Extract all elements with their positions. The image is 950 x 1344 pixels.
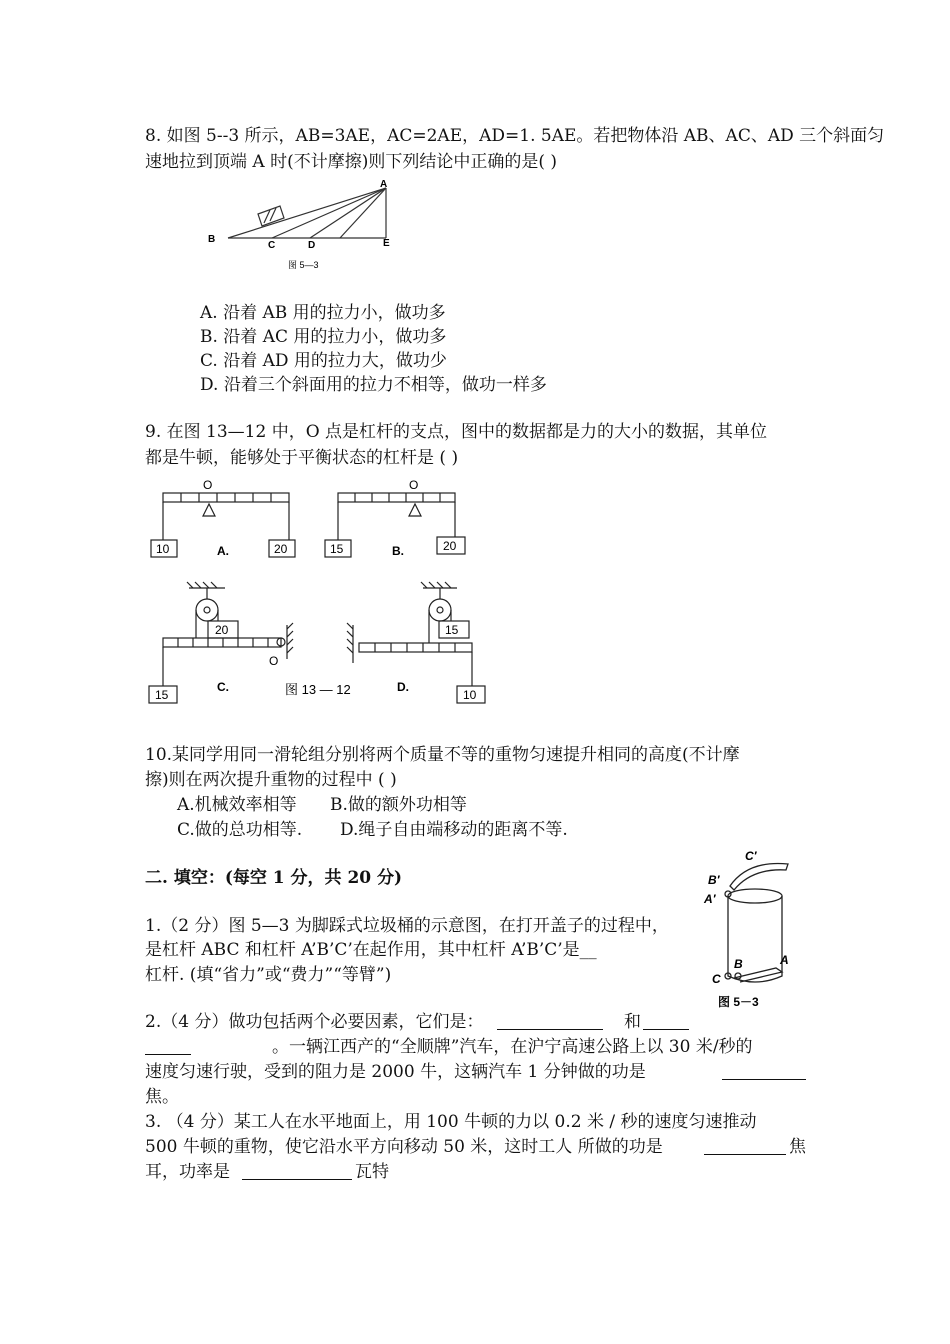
f2-text-line4: 焦。 xyxy=(145,1087,179,1107)
f3-blank-1[interactable] xyxy=(704,1154,786,1155)
f1-text-line3: 杠杆. (填“省力”或“费力”“等臂”) xyxy=(145,965,392,985)
lever-a-left-weight: 10 xyxy=(156,542,170,556)
lever-a-label: A. xyxy=(217,544,229,558)
label-e: E xyxy=(383,238,390,249)
q8-text-line2: 速地拉到顶端 A 时(不计摩擦)则下列结论中正确的是( ) xyxy=(145,152,558,172)
lever-d-right-weight: 10 xyxy=(463,688,477,702)
f3-blank-2[interactable] xyxy=(242,1179,352,1180)
lever-figure-caption: 图 13 — 12 xyxy=(285,682,351,697)
trash-can-figure xyxy=(700,848,810,1013)
q8-option-c: C. 沿着 AD 用的拉力大，做功少 xyxy=(200,351,447,371)
f3-text-line1: 3. （4 分）某工人在水平地面上，用 100 牛顿的力以 0.2 米 / 秒的速度匀速推动 xyxy=(145,1112,757,1132)
q10-option-a: A.机械效率相等 xyxy=(177,795,297,815)
q10-option-b: B.做的额外功相等 xyxy=(330,795,467,815)
f1-text-line1: 1.（2 分）图 5—3 为脚踩式垃圾桶的示意图，在打开盖子的过程中， xyxy=(145,916,669,936)
label-a-prime: A′ xyxy=(704,892,716,906)
lever-d-hang-weight: 15 xyxy=(445,623,459,637)
lever-figure xyxy=(145,475,495,710)
incline-figure xyxy=(200,178,410,273)
lever-d-label: D. xyxy=(397,680,409,694)
f3-text-line2a: 500 牛顿的重物，使它沿水平方向移动 50 米，这时工人 所做的功是 xyxy=(145,1137,663,1157)
lever-c-left-weight: 15 xyxy=(155,688,169,702)
lever-a-right-weight: 20 xyxy=(274,542,288,556)
f2-blank-3[interactable] xyxy=(722,1079,806,1080)
f3-text-line3b: 瓦特 xyxy=(355,1162,389,1182)
q8-option-d: D. 沿着三个斜面用的拉力不相等，做功一样多 xyxy=(200,375,547,395)
f2-blank-2b[interactable] xyxy=(145,1054,191,1055)
label-c: C xyxy=(712,972,721,986)
lever-b-right-weight: 20 xyxy=(443,539,457,553)
label-b: B xyxy=(208,234,216,245)
q10-option-d: D.绳子自由端移动的距离不等. xyxy=(340,820,568,840)
f2-text-line2: 。一辆江西产的“全顺牌”汽车，在沪宁高速公路上以 30 米/秒的 xyxy=(272,1037,753,1057)
lever-c-hang-weight: 20 xyxy=(215,623,229,637)
lever-b-label: B. xyxy=(392,544,404,558)
label-a: A xyxy=(780,953,789,967)
section-title: 二. 填空：(每空 1 分，共 20 分) xyxy=(145,868,403,888)
lever-b-pivot: O xyxy=(409,478,419,492)
label-b: B xyxy=(734,957,743,971)
f2-text-line3: 速度匀速行驶，受到的阻力是 2000 牛，这辆汽车 1 分钟做的功是 xyxy=(145,1062,646,1082)
lever-b-left-weight: 15 xyxy=(330,542,344,556)
q10-option-c: C.做的总功相等. xyxy=(177,820,303,840)
label-d: D xyxy=(308,240,316,251)
trash-figure-caption: 图 5－3 xyxy=(718,995,759,1009)
label-c: C xyxy=(268,240,276,251)
label-b-prime: B′ xyxy=(708,873,720,887)
lever-c-pivot: O xyxy=(269,654,279,668)
lever-a-pivot: O xyxy=(203,478,213,492)
q9-text-line1: 9. 在图 13—12 中，O 点是杠杆的支点，图中的数据都是力的大小的数据，其单位 xyxy=(145,422,768,442)
f2-blank-1[interactable] xyxy=(497,1029,603,1030)
q8-option-a: A. 沿着 AB 用的拉力小，做功多 xyxy=(200,303,446,323)
f3-text-line3a: 耳，功率是 xyxy=(145,1162,230,1182)
f1-text-line2: 是杠杆 ABC 和杠杆 A’B’C’在起作用，其中杠杆 A’B’C’是__ xyxy=(145,940,597,960)
f3-text-line2b: 焦 xyxy=(789,1137,806,1157)
q8-option-b: B. 沿着 AC 用的拉力小，做功多 xyxy=(200,327,447,347)
f2-blank-2a[interactable] xyxy=(643,1029,689,1030)
f2-text-and: 和 xyxy=(624,1012,641,1032)
q10-text-line2: 擦)则在两次提升重物的过程中 ( ) xyxy=(145,770,397,790)
q8-text-line1: 8. 如图 5--3 所示，AB=3AE，AC=2AE，AD=1. 5AE。若把物体沿 AB、AC、AD 三个斜面匀 xyxy=(145,126,885,146)
figure-caption: 图 5—3 xyxy=(288,260,319,270)
label-c-prime: C′ xyxy=(745,849,757,863)
q9-text-line2: 都是牛顿，能够处于平衡状态的杠杆是 ( ) xyxy=(145,448,459,468)
label-a: A xyxy=(380,179,388,190)
q10-text-line1: 10.某同学用同一滑轮组分别将两个质量不等的重物匀速提升相同的高度(不计摩 xyxy=(145,745,740,765)
lever-c-label: C. xyxy=(217,680,229,694)
f2-text-line1a: 2.（4 分）做功包括两个必要因素，它们是： xyxy=(145,1012,484,1032)
